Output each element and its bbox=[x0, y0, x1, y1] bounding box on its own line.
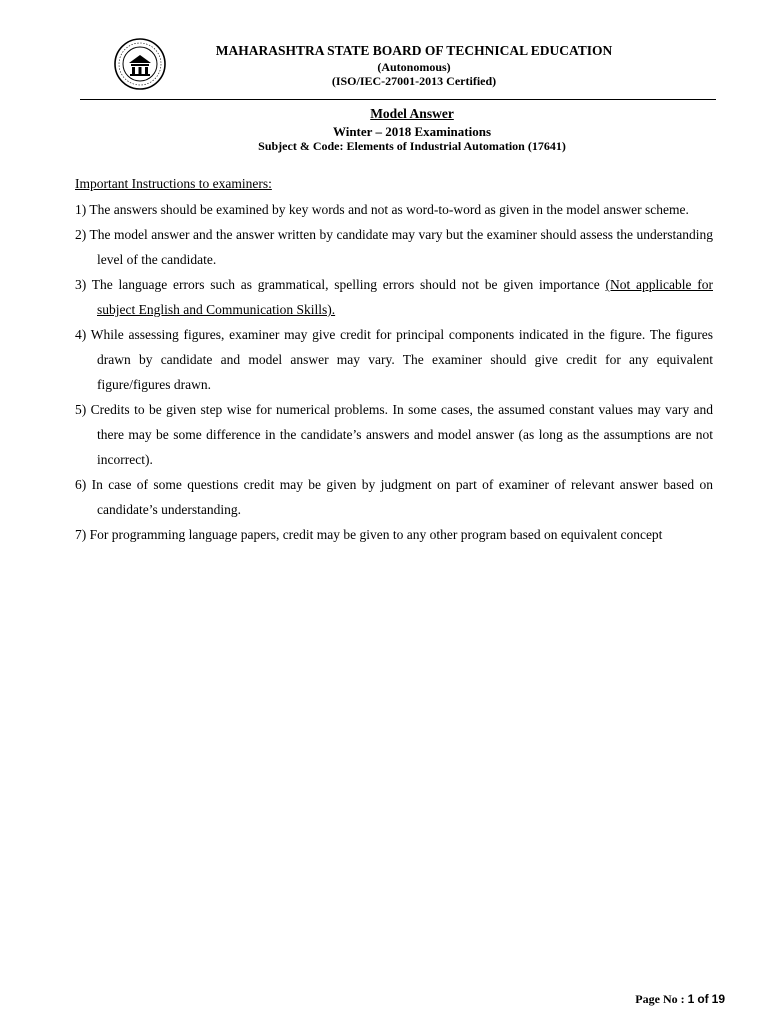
instruction-exception-note: (Not applicable for subject English and Communication Skills). bbox=[97, 277, 713, 317]
instruction-item: 5) Credits to be given step wise for numerical problems. In some cases, the assumed constant values may vary and there may be some difference in the candidate’s answers and model answer (as long as the assumptions are not incorrect). bbox=[75, 402, 713, 467]
page-total: 19 bbox=[711, 992, 725, 1006]
page-current: 1 bbox=[687, 992, 695, 1006]
instruction-item: 2) The model answer and the answer written by candidate may vary but the examiner should assess the understanding level of the candidate. bbox=[75, 227, 713, 267]
instructions-heading: Important Instructions to examiners: bbox=[75, 176, 272, 191]
subject-code: Subject & Code: Elements of Industrial Automation (17641) bbox=[258, 139, 566, 153]
page-number-label: Page No : bbox=[635, 992, 685, 1006]
instruction-item: 1) The answers should be examined by key words and not as word-to-word as given in the model answer scheme. bbox=[75, 202, 689, 217]
page-of: of bbox=[697, 992, 709, 1006]
instruction-item: 4) While assessing figures, examiner may give credit for principal components indicated in the figure. The figures drawn by candidate and model answer may vary. The examiner should give credit for any equivalent figure/figures drawn. bbox=[75, 327, 713, 392]
header-divider bbox=[80, 99, 716, 100]
instruction-item: 7) For programming language papers, credit may be given to any other program based on equivalent concept bbox=[75, 527, 663, 542]
organization-name: MAHARASHTRA STATE BOARD OF TECHNICAL EDUCATION bbox=[215, 43, 613, 58]
instruction-item: 3) The language errors such as grammatical, spelling errors should not be given importance (Not applicable for subject English and Communication Skills). bbox=[75, 277, 713, 317]
exam-session: Winter – 2018 Examinations bbox=[332, 124, 492, 139]
autonomous-label: (Autonomous) bbox=[377, 60, 451, 74]
instructions-list bbox=[75, 197, 713, 547]
document-title: Model Answer bbox=[370, 106, 454, 121]
page-number bbox=[635, 992, 725, 1007]
certification-label: (ISO/IEC-27001-2013 Certified) bbox=[331, 74, 497, 88]
instruction-item: 6) In case of some questions credit may be given by judgment on part of examiner of relevant answer based on candidate’s understanding. bbox=[75, 477, 713, 517]
